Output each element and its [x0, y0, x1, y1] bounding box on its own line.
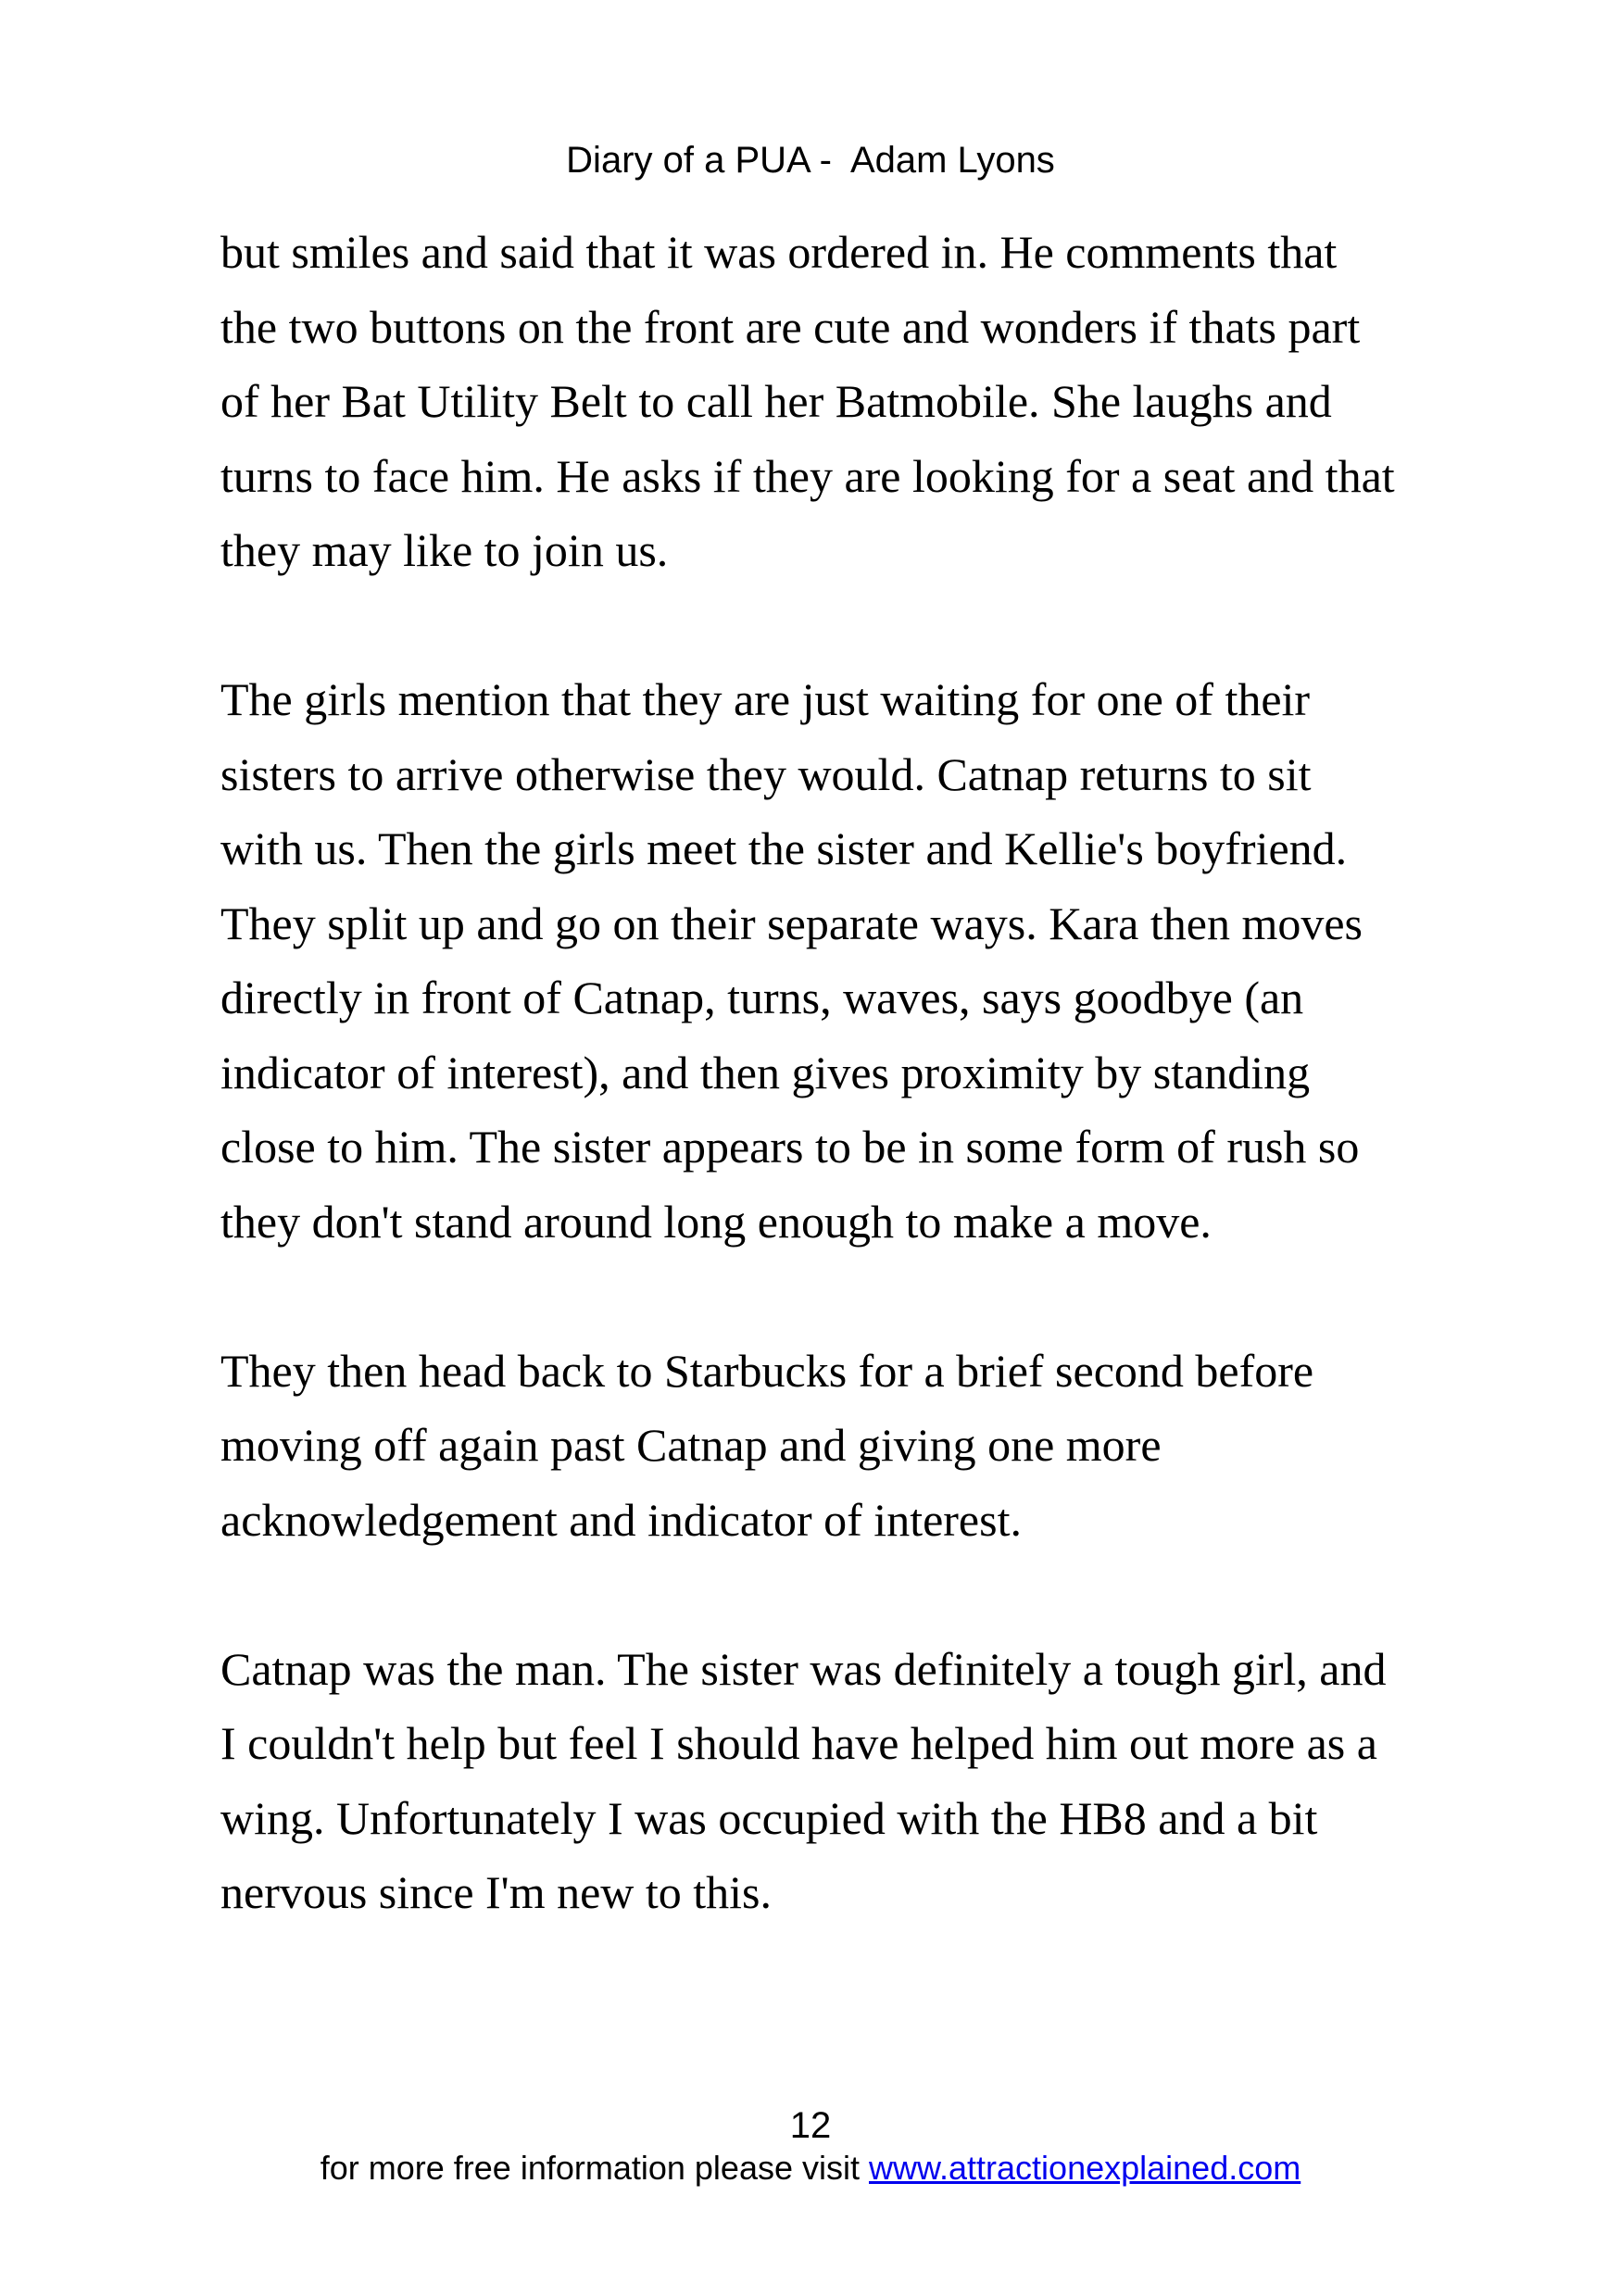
- text-line: but smiles and said that it was ordered in. He comments that: [220, 226, 1338, 278]
- text-line: they may like to join us.: [220, 524, 669, 576]
- footer: [0, 2147, 1621, 2189]
- text-line: The girls mention that they are just waiting for one of their: [220, 673, 1311, 725]
- text-line: sisters to arrive otherwise they would. Catnap returns to sit: [220, 747, 1312, 800]
- text-line: I couldn't help but feel I should have helped him out more as a: [220, 1717, 1377, 1769]
- footer-text: for more free information please visit: [320, 2149, 869, 2187]
- text-line: moving off again past Catnap and giving one more: [220, 1419, 1162, 1471]
- text-line: They split up and go on their separate ways. Kara then moves: [220, 897, 1363, 949]
- paragraph: [220, 1632, 1425, 1930]
- text-line: wing. Unfortunately I was occupied with the HB8 and a bit: [220, 1791, 1318, 1844]
- text-line: Catnap was the man. The sister was definitely a tough girl, and: [220, 1642, 1387, 1695]
- text-line: they don't stand around long enough to make a move.: [220, 1195, 1212, 1248]
- paragraph: [220, 1334, 1425, 1558]
- text-line: of her Bat Utility Belt to call her Batmobile. She laughs and: [220, 375, 1332, 427]
- text-line: nervous since I'm new to this.: [220, 1866, 773, 1918]
- text-line: directly in front of Catnap, turns, waves, says goodbye (an: [220, 972, 1304, 1023]
- paragraph: [220, 662, 1425, 1259]
- text-line: They then head back to Starbucks for a brief second before: [220, 1344, 1314, 1397]
- text-line: with us. Then the girls meet the sister and Kellie's boyfriend.: [220, 822, 1348, 874]
- text-line: acknowledgement and indicator of interest.: [220, 1493, 1022, 1546]
- running-header: Diary of a PUA - Adam Lyons: [566, 140, 1055, 181]
- text-line: the two buttons on the front are cute and wonders if thats part: [220, 300, 1361, 353]
- text-line: turns to face him. He asks if they are looking for a seat and that: [220, 449, 1395, 502]
- body-text: [220, 215, 1425, 2004]
- text-line: indicator of interest), and then gives proximity by standing: [220, 1046, 1311, 1098]
- paragraph: [220, 215, 1425, 588]
- page-number: 12: [789, 2105, 832, 2146]
- website-link[interactable]: www.attractionexplained.com: [869, 2149, 1301, 2187]
- text-line: close to him. The sister appears to be in some form of rush so: [220, 1121, 1360, 1173]
